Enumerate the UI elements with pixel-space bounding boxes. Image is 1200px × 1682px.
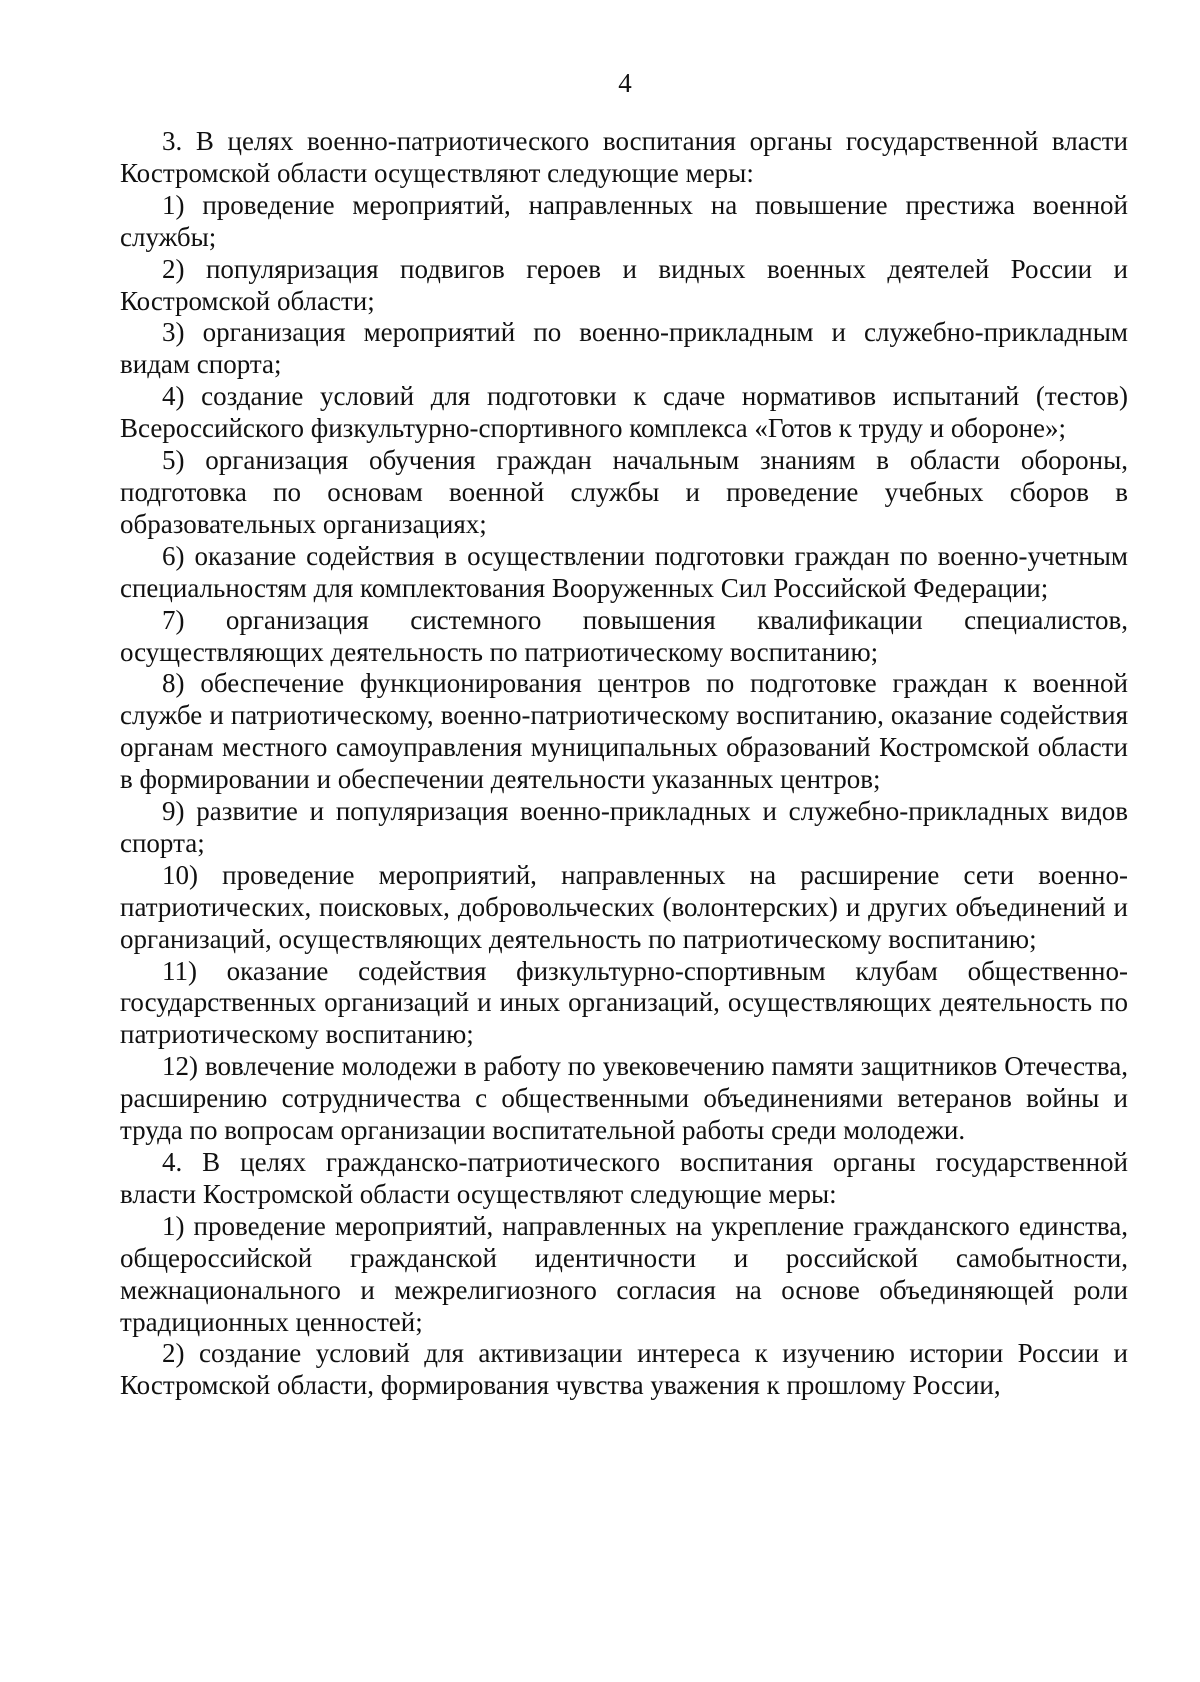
- section-3-item-7: 7) организация системного повышения квалификации специалистов, осуществляющих деятельность по патриотическому воспитанию;: [120, 604, 1128, 667]
- section-4-intro: 4. В целях гражданско-патриотического воспитания органы государственной власти Костромской области осуществляют следующие меры:: [120, 1147, 1128, 1209]
- section-3-item-2: 2) популяризация подвигов героев и видных военных деятелей России и Костромской области;: [120, 253, 1128, 316]
- section-4-item-2: 2) создание условий для активизации интереса к изучению истории России и Костромской области, формирования чувства уважения к прошлому России,: [120, 1338, 1128, 1401]
- section-4-item-1: 1) проведение мероприятий, направленных на укрепление гражданского единства, общероссийской гражданской идентичности и российской самобытности, межнационального и межрелигиозного согласия на основе объединяющей роли традиционных ценностей;: [120, 1210, 1128, 1337]
- section-3-item-10: 10) проведение мероприятий, направленных на расширение сети военно-патриотических, поисковых, добровольческих (волонтерских) и других объединений и организаций, осуществляющих деятельность по патриотическому воспитанию;: [120, 859, 1128, 954]
- section-3-item-1: 1) проведение мероприятий, направленных на повышение престижа военной службы;: [120, 189, 1128, 252]
- section-3-item-11: 11) оказание содействия физкультурно-спортивным клубам общественно-государственных организаций и иных организаций, осуществляющих деятельность по патриотическому воспитанию;: [120, 955, 1128, 1050]
- page-number: 4: [618, 68, 632, 98]
- section-3-item-4: 4) создание условий для подготовки к сдаче нормативов испытаний (тестов) Всероссийского физкультурно-спортивного комплекса «Готов к труду и обороне»;: [120, 381, 1128, 444]
- document-body: [120, 126, 1128, 1402]
- section-3-item-3: 3) организация мероприятий по военно-прикладным и служебно-прикладным видам спорта;: [120, 317, 1128, 380]
- section-3-item-9: 9) развитие и популяризация военно-прикладных и служебно-прикладных видов спорта;: [120, 796, 1128, 858]
- section-3-item-6: 6) оказание содействия в осуществлении подготовки граждан по военно-учетным специальностям для комплектования Вооруженных Сил Российской Федерации;: [120, 540, 1128, 603]
- section-3-item-8: 8) обеспечение функционирования центров по подготовке граждан к военной службе и патриотическому, военно-патриотическому воспитанию, оказание содействия органам местного самоуправления муниципальных образований Костромской области в формировании и обеспечении деятельности указанных центров;: [120, 668, 1128, 795]
- section-3-item-12: 12) вовлечение молодежи в работу по увековечению памяти защитников Отечества, расширению сотрудничества с общественными объединениями ветеранов войны и труда по вопросам организации воспитательной работы среди молодежи.: [120, 1051, 1128, 1146]
- section-3-item-5: 5) организация обучения граждан начальным знаниям в области обороны, подготовка по основам военной службы и проведение учебных сборов в образовательных организациях;: [120, 445, 1128, 539]
- section-3-intro: 3. В целях военно-патриотического воспитания органы государственной власти Костромской области осуществляют следующие меры:: [120, 126, 1128, 188]
